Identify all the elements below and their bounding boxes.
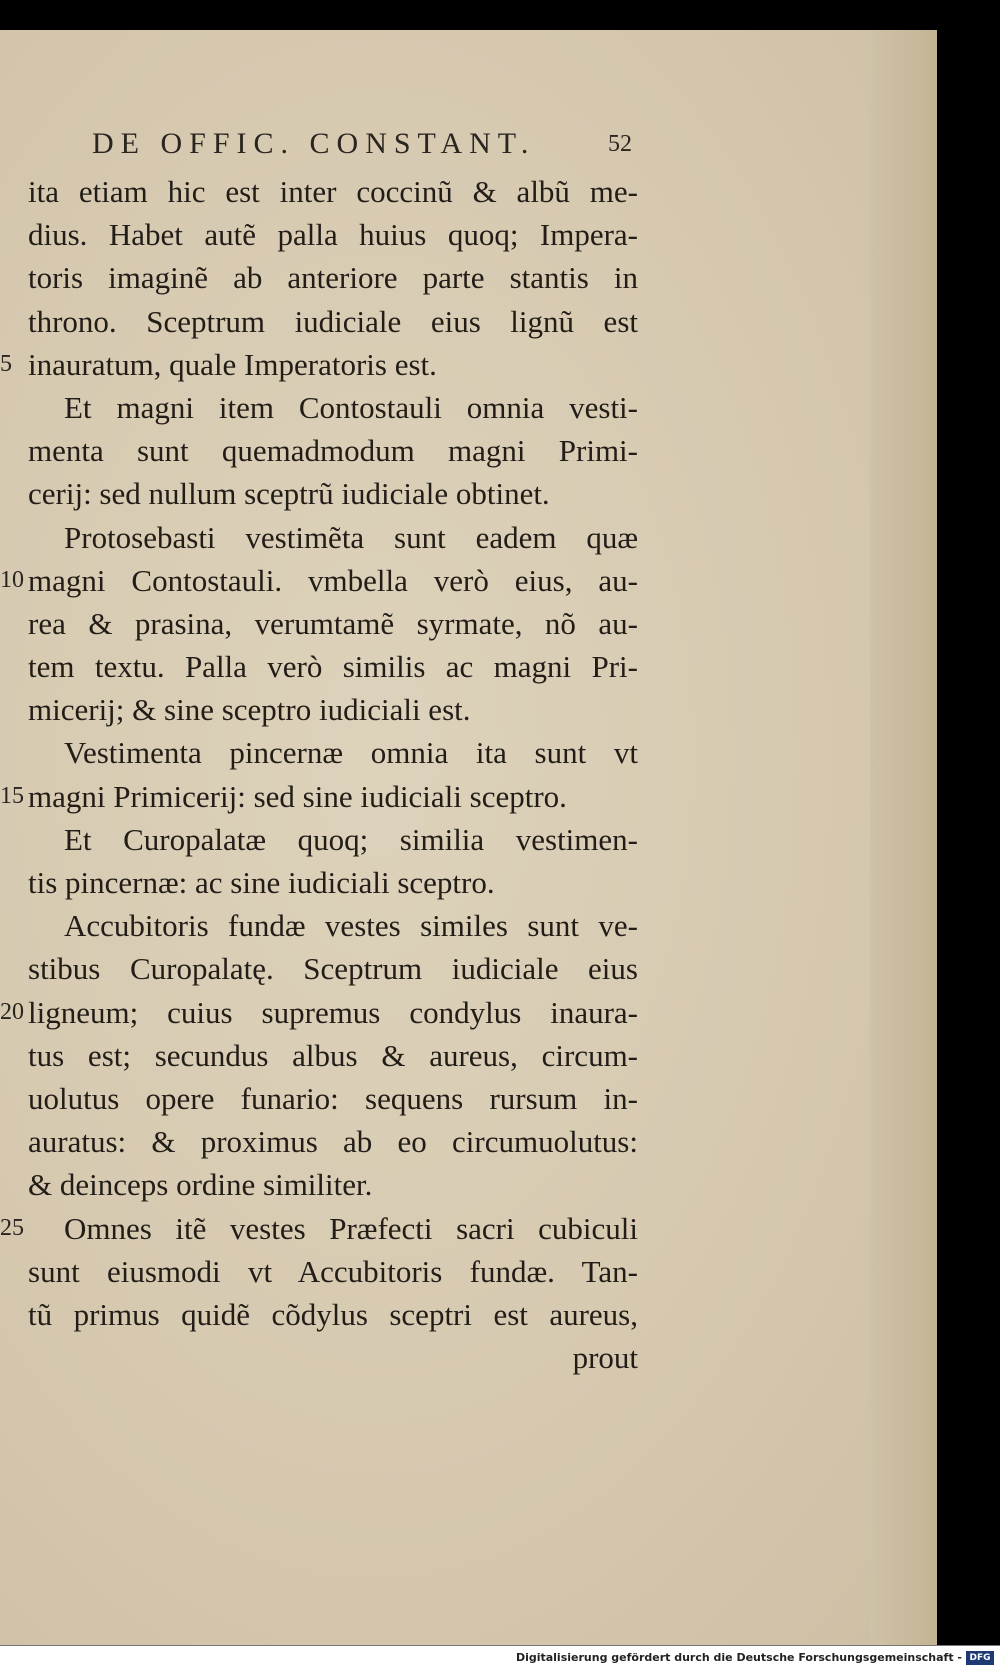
line-text: throno. Sceptrum iudiciale eius lignũ est (28, 303, 638, 339)
book-page (0, 30, 937, 1645)
text-line (28, 516, 638, 559)
text-line (28, 170, 638, 213)
line-text: menta sunt quemadmodum magni Primi- (28, 433, 638, 469)
line-text: dius. Habet autẽ palla huius quoq; Impera- (28, 217, 638, 253)
line-text: rea & prasina, verumtamẽ syrmate, nõ au- (28, 605, 638, 641)
text-line (0, 775, 638, 818)
text-line (28, 645, 638, 688)
text-line (28, 947, 638, 990)
line-text: magni Contostauli. vmbella verò eius, au- (28, 562, 638, 598)
line-text: micerij; & sine sceptro iudiciali est. (28, 692, 471, 728)
text-line (28, 1034, 638, 1077)
text-line (28, 256, 638, 299)
line-number: 10 (0, 566, 24, 593)
footer-bar (0, 1645, 1000, 1671)
line-text: Omnes itẽ vestes Præfecti sacri cubiculi (64, 1210, 638, 1246)
footer-credit: Digitalisierung gefördert durch die Deutsche Forschungsgemeinschaft - (515, 1651, 962, 1664)
line-text: Et Curopalatæ quoq; similia vestimen- (64, 821, 638, 857)
text-line (28, 1293, 638, 1336)
text-line (28, 429, 638, 472)
line-text: auratus: & proximus ab eo circumuolutus: (28, 1124, 638, 1160)
line-text: tis pincernæ: ac sine iudiciali sceptro. (28, 865, 495, 900)
text-line (28, 1250, 638, 1293)
dfg-logo: DFG (966, 1651, 994, 1665)
catchword: prout (572, 1340, 638, 1376)
text-line (28, 602, 638, 645)
running-title: DE OFFIC. CONSTANT. (92, 127, 536, 160)
page-number: 52 (608, 131, 632, 157)
text-line (28, 386, 638, 429)
line-text: tem textu. Palla verò similis ac magni Pri- (28, 649, 638, 685)
text-block (0, 170, 638, 1379)
text-line (0, 1207, 638, 1250)
line-number: 5 (0, 350, 12, 377)
line-text: magni Primicerij: sed sine iudiciali sceptro. (28, 778, 567, 814)
line-text: Et magni item Contostauli omnia vesti- (64, 389, 638, 425)
line-text: tũ primus quidẽ cõdylus sceptri est aureus, (28, 1296, 638, 1332)
line-text: ligneum; cuius supremus condylus inaura- (28, 994, 638, 1030)
running-head (92, 122, 632, 166)
text-line (28, 731, 638, 774)
line-number: 15 (0, 782, 24, 809)
text-line (28, 213, 638, 256)
text-line (28, 904, 638, 947)
text-line (0, 991, 638, 1034)
text-line (28, 472, 638, 515)
text-line (28, 1120, 638, 1163)
text-line (0, 343, 638, 386)
line-text: uolutus opere funario: sequens rursum in- (28, 1080, 638, 1116)
line-text: ita etiam hic est inter coccinũ & albũ me- (28, 174, 638, 209)
text-line (0, 559, 638, 602)
text-line (28, 1163, 638, 1206)
line-text: sunt eiusmodi vt Accubitoris fundæ. Tan- (28, 1253, 638, 1289)
line-text: stibus Curopalatę. Sceptrum iudiciale eius (28, 951, 638, 987)
line-text: cerij: sed nullum sceptrũ iudiciale obtinet. (28, 476, 550, 512)
text-line (28, 688, 638, 731)
line-text: toris imaginẽ ab anteriore parte stantis in (28, 260, 638, 296)
line-text: & deinceps ordine similiter. (28, 1167, 373, 1203)
line-number: 25 (0, 1214, 24, 1241)
line-number: 20 (0, 998, 24, 1025)
text-line (28, 861, 638, 904)
page-edge (870, 30, 937, 1645)
text-line (28, 300, 638, 343)
line-text: Accubitoris fundæ vestes similes sunt ve- (64, 908, 638, 944)
line-text: inauratum, quale Imperatoris est. (28, 346, 437, 382)
text-line (28, 818, 638, 861)
line-text: tus est; secundus albus & aureus, circum- (28, 1037, 638, 1073)
text-line (28, 1077, 638, 1120)
line-text: Vestimenta pincernæ omnia ita sunt vt (64, 735, 638, 771)
line-text: Protosebasti vestimẽta sunt eadem quæ (64, 519, 638, 555)
